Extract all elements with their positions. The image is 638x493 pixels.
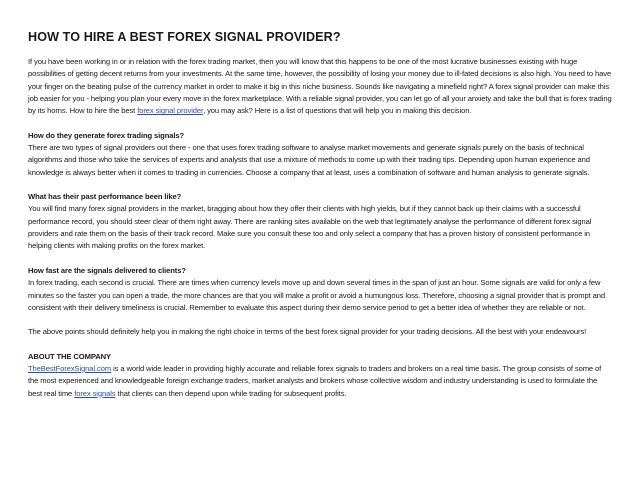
- closing-paragraph: The above points should definitely help you in making the right choice in terms of the best forex signal provider for your trading decisions. All the best with your endeavours!: [28, 327, 587, 337]
- section-question: How fast are the signals delivered to clients?: [28, 265, 186, 275]
- section-question: What has their past performance been like?: [28, 192, 182, 202]
- section-delivery-speed: [28, 265, 612, 314]
- section-answer: There are two types of signal providers out there - one that uses forex trading software to analyse market movements and generate signals purely on the basis of technical algorithms and those who take the services of experts and analysts that use a mixture of methods to come up with their trading tips. Depending upon human experience and knowledge is always better when it comes to trading in currencies. Choose a company that at least, uses a combination of software and human analysis to generate signals.: [28, 143, 590, 177]
- intro-text: If you have been working in or in relation with the forex trading market, then you will know that this happens to be one of the most lucrative businesses existing with huge possibilities of getting decent returns from your investments. At the same time, however, the possibility of losing your money due to ill-fated decisions is also high. You need to have your finger on the beating pulse of the currency market in order to make it big in this niche business. Sounds like navigating a minefield right? A forex signal provider can make this job easier for you - helping you plan your every move in the forex marketplace. With a reliable signal provider, you can let go of all your anxiety and take the bull that is forex trading by its horns. How to hire the best: [28, 57, 612, 116]
- forex-signals-link[interactable]: forex signals: [74, 388, 116, 398]
- intro-paragraph: [28, 56, 612, 118]
- forex-signal-provider-link[interactable]: forex signal provider: [137, 106, 204, 116]
- document-title: HOW TO HIRE A BEST FOREX SIGNAL PROVIDER?: [28, 30, 341, 44]
- closing-section: [28, 326, 612, 338]
- intro-text-end: , you may ask? Here is a list of questions that will help you in making this decision.: [203, 106, 472, 116]
- section-signal-generation: [28, 130, 612, 179]
- section-question: How do they generate forex trading signals?: [28, 130, 185, 140]
- section-answer: In forex trading, each second is crucial. There are times when currency levels move up and down several times in the span of just an hour. Some signals are valid for only a few minutes so the faster you can open a trade, the more chances are that you will make a profit or avoid a humungous loss. Therefore, choosing a signal provider that is prompt and consistent with their delivery timeliness is crucial. Remember to evaluate this aspect during their demo service period to get a better idea of whether they are reliable or not.: [28, 278, 606, 312]
- about-heading: ABOUT THE COMPANY: [28, 351, 111, 361]
- company-website-link[interactable]: TheBestForexSignal.com: [28, 363, 112, 373]
- about-text: is a world wide leader in providing highly accurate and reliable forex signals to traders and brokers on a real time basis. The group consists of some of the most experienced and knowledgeable foreign exchange traders, market analysts and brokers whose collective wisdom and industry understanding is used to formulate the best real time: [28, 363, 602, 398]
- about-paragraph: [28, 363, 612, 400]
- about-text-end: that clients can then depend upon while trading for subsequent profits.: [115, 388, 347, 398]
- section-answer: You will find many forex signal providers in the market, bragging about how they offer their clients with high yields, but if they cannot back up their claims with a successful performance record, you should steer clear of them right away. There are ranking sites available on the web that legitimately analyse the performance of different forex signal providers and rate them on the basis of their track record. Make sure you consult these too and only select a company that has a proven history of consistent performance in helping clients with making profits on the forex market.: [28, 204, 592, 251]
- about-section: [28, 351, 612, 400]
- section-past-performance: [28, 191, 612, 253]
